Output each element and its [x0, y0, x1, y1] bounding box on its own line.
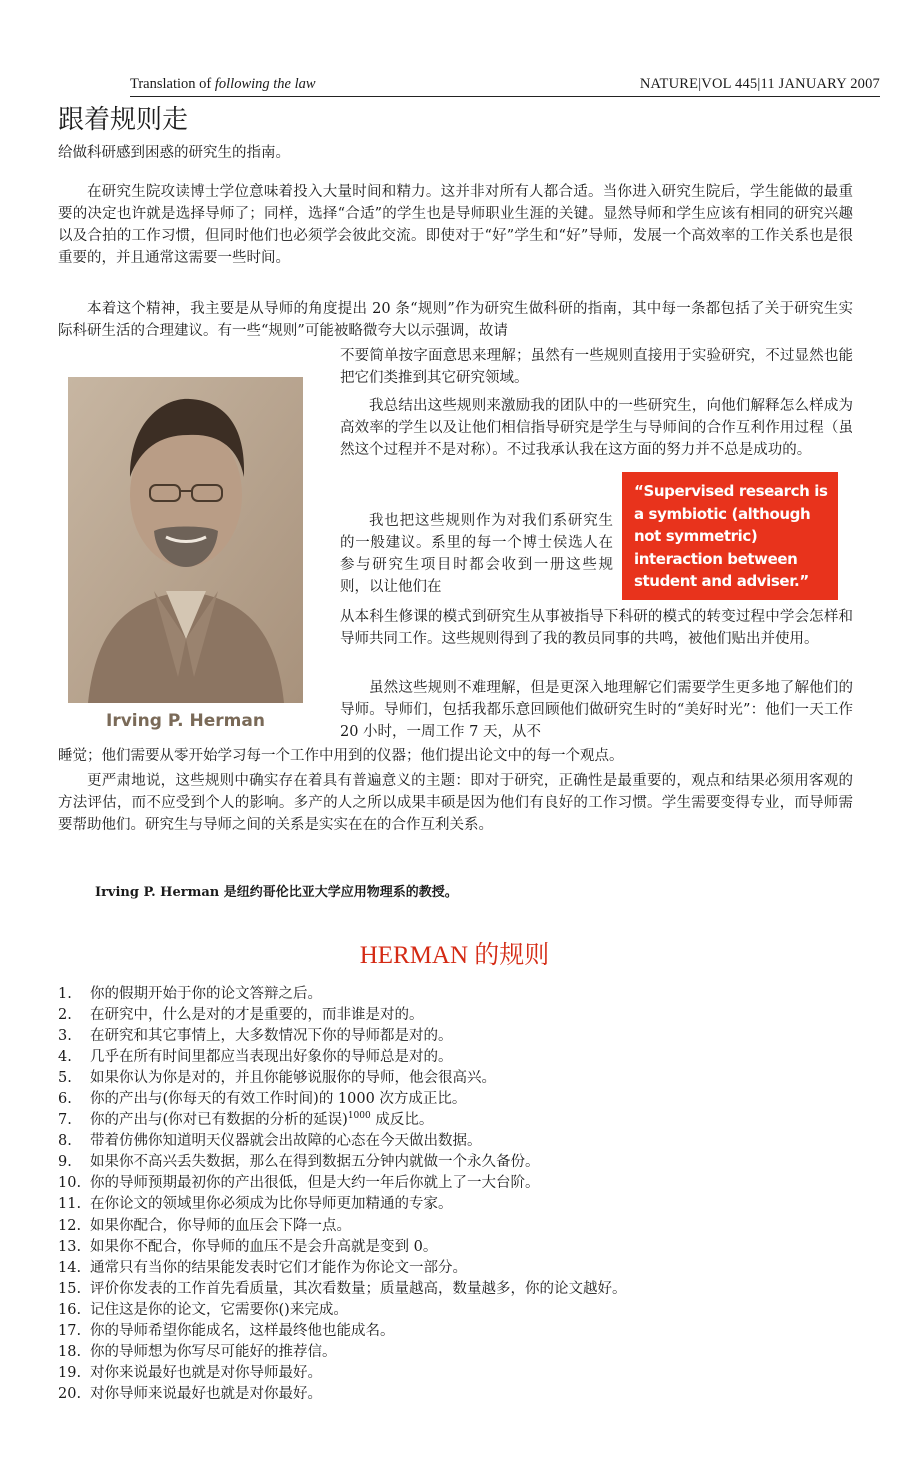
- rule-item: 5. 如果你认为你是对的，并且你能够说服你的导师，他会很高兴。: [58, 1070, 496, 1087]
- page-header: [130, 76, 880, 97]
- paragraph-intro: 在研究生院攻读博士学位意味着投入大量时间和精力。这并非对所有人都合适。当你进入研究生院后，学生能做的最重要的决定也许就是选择导师了；同样，选择“合适”的学生也是导师职业生涯的关键。显然导师和学生应该有相同的研究兴趣以及合拍的工作习惯，但同时他们也必须学会彼此交流。即使对于“好”学生和“好”导师，发展一个高效率的工作关系也是很重要的，并且通常这需要一些时间。: [58, 184, 853, 266]
- journal-issue: NATURE|VOL 445|11 JANUARY 2007: [639, 76, 880, 92]
- rule-item: 6. 你的产出与(你每天的有效工作时间)的 1000 次方成正比。: [58, 1091, 467, 1108]
- rules-heading: HERMAN 的规则: [359, 942, 550, 969]
- rule-item: 3. 在研究和其它事情上，大多数情况下你的导师都是对的。: [58, 1028, 453, 1045]
- paragraph-department: 我也把这些规则作为对我们系研究生的一般建议。系里的每一个博士侯选人在参与研究生项目时都会收到一册这些规则，以让他们在: [340, 513, 613, 595]
- rule-item: 17. 你的导师希望你能成名，这样最终他也能成名。: [58, 1322, 395, 1339]
- rule-item: 9. 如果你不高兴丢失数据，那么在得到数据五分钟内就做一个永久备份。: [58, 1154, 540, 1171]
- rule-item: 19. 对你来说最好也就是对你导师最好。: [58, 1364, 322, 1381]
- rule-item: 14. 通常只有当你的结果能发表时它们才能作为你论文一部分。: [58, 1259, 467, 1276]
- photo-caption: Irving P. Herman: [106, 711, 265, 731]
- rule-item: 15. 评价你发表的工作首先看质量，其次看数量；质量越高，数量越多，你的论文越好。: [58, 1280, 627, 1297]
- translation-title: following the law: [214, 76, 316, 92]
- rule-item: 13. 如果你不配合，你导师的血压不是会升高就是变到 0。: [58, 1238, 438, 1255]
- rule-item: 1. 你的假期开始于你的论文答辩之后。: [58, 986, 322, 1002]
- rule-item: 8. 带着仿佛你知道明天仪器就会出故障的心态在今天做出数据。: [58, 1133, 482, 1150]
- rule-item: 10. 你的导师预期最初你的产出很低，但是大约一年后你就上了一大台阶。: [58, 1175, 540, 1192]
- paragraph-good-old-days-cont: 睡觉；他们需要从零开始学习每一个工作中用到的仪器；他们提出论文中的每一个观点。: [58, 748, 624, 764]
- rule-item: 4. 几乎在所有时间里都应当表现出好象你的导师总是对的。: [58, 1049, 453, 1066]
- paragraph-spirit: 本着这个精神，我主要是从导师的角度提出 20 条“规则”作为研究生做科研的指南，其中每一条都包括了关于研究生实际科研生活的合理建议。有一些“规则”可能被略微夸大以示强调，故请: [58, 301, 853, 339]
- rule-item: 2. 在研究中，什么是对的才是重要的，而非谁是对的。: [58, 1007, 424, 1024]
- paragraph-spirit-cont: 不要简单按字面意思来理解；虽然有一些规则直接用于实验研究，不过显然也能把它们类推到其它研究领域。: [340, 348, 853, 386]
- author-photo: [68, 377, 303, 703]
- rule-item: 7. 你的产出与(你对已有数据的分析的延误)$^{1000}$ 成反比。: [58, 1111, 434, 1129]
- rule-item: 16. 记住这是你的论文，它需要你()来完成。: [58, 1301, 348, 1318]
- pull-quote: “Supervised research is a symbiotic (although not symmetric) interaction between student and adviser.”: [622, 472, 838, 600]
- rule-item: 11. 在你论文的领域里你必须成为比你导师更加精通的专家。: [58, 1196, 453, 1213]
- author-bio: Irving P. Herman 是纽约哥伦比亚大学应用物理系的教授。: [95, 885, 458, 900]
- article-title: 跟着规则走: [58, 105, 189, 135]
- paragraph-themes: 更严肃地说，这些规则中确实存在着具有普遍意义的主题：即对于研究，正确性是最重要的，观点和结果必须用客观的方法评估，而不应受到个人的影响。多产的人之所以成果丰硕是因为他们有良好的工作习惯。学生需要变得专业，而导师需要帮助他们。研究生与导师之间的关系是实实在在的合作互利关系。: [58, 773, 853, 833]
- rule-item: 20. 对你导师来说最好也就是对你最好。: [58, 1385, 322, 1402]
- rule-item: 12. 如果你配合，你导师的血压会下降一点。: [58, 1217, 351, 1234]
- rule-item: 18. 你的导师想为你写尽可能好的推荐信。: [58, 1343, 337, 1360]
- portrait-image: [68, 377, 303, 703]
- article-subtitle: 给做科研感到困惑的研究生的指南。: [58, 145, 290, 161]
- rules-list: [58, 984, 858, 1405]
- paragraph-good-old-days: 虽然这些规则不难理解，但是更深入地理解它们需要学生更多地了解他们的导师。导师们，包括我都乐意回顾他们做研究生时的“美好时光”：他们一天工作 20 小时，一周工作 7 天，从不: [340, 680, 853, 740]
- exponent: 1000: [347, 1111, 371, 1122]
- paragraph-department-cont: 从本科生修课的模式到研究生从事被指导下科研的模式的转变过程中学会怎样和导师共同工作。这些规则得到了我的教员同事的共鸣，被他们贴出并使用。: [340, 609, 853, 647]
- paragraph-motivation: 我总结出这些规则来激励我的团队中的一些研究生，向他们解释怎么样成为高效率的学生以及让他们相信指导研究是学生与导师间的合作互利作用过程（虽然这个过程并不是对称）。不过我承认我在这方面的努力并不总是成功的。: [340, 398, 853, 458]
- translation-label: Translation of following the law: [130, 76, 316, 92]
